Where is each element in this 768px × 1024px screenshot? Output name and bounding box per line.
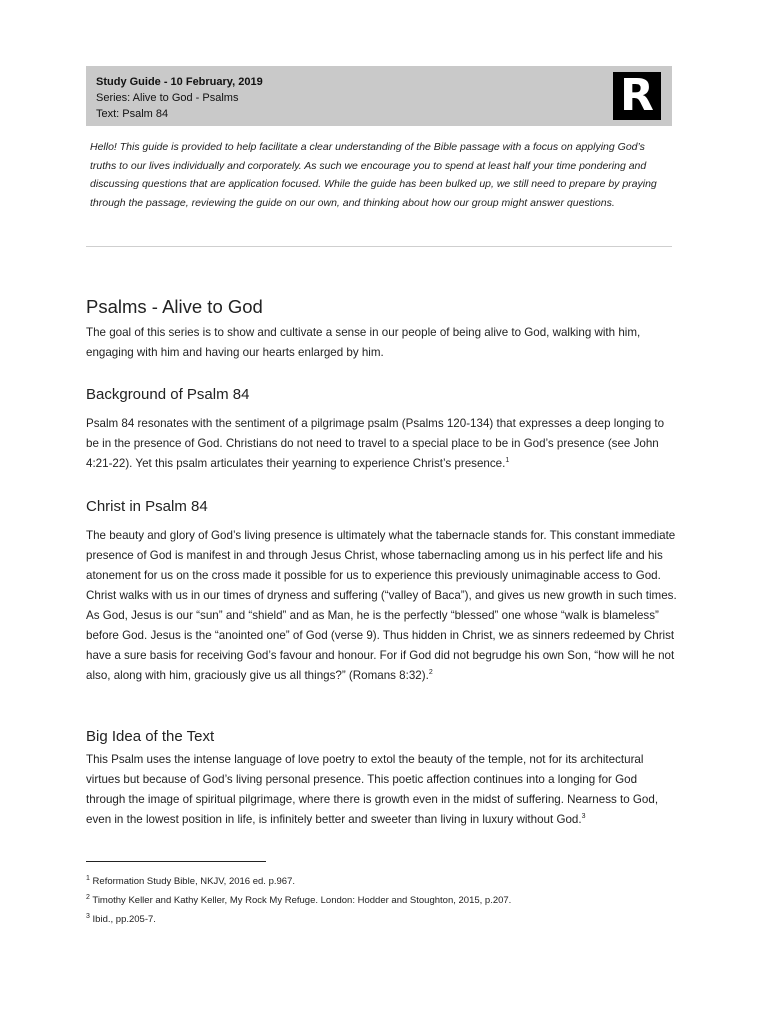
- footnote-text: Ibid., pp.205-7.: [92, 914, 156, 925]
- big-idea-heading: Big Idea of the Text: [86, 728, 215, 745]
- background-text: Psalm 84 resonates with the sentiment of a pilgrimage psalm (Psalms 120-134) that expresses a deep longing to be in the presence of God. Christians do not need to travel to a special place to be in God’s presence (see John 4:21-22). Yet this psalm articulates their yearning to experience Christ’s presence.: [86, 417, 665, 470]
- footnote-number: 3: [86, 913, 90, 920]
- christ-body: [86, 526, 678, 686]
- intro-paragraph: Hello! This guide is provided to help facilitate a clear understanding of the Bible passage with a focus on applying God’s truths to our lives individually and corporately. As such we encourage you to spend at least half your time pondering and discussing questions that are application focused. While the guide has been bulked up, we still need to prepare by praying through the passage, reviewing the guide on our own, and thinking about how our group might answer questions.: [90, 141, 657, 209]
- footnote-text: Reformation Study Bible, NKJV, 2016 ed. p.967.: [92, 876, 295, 887]
- footnote-divider: [86, 861, 266, 862]
- footnote-3: [86, 913, 156, 927]
- background-body: [86, 414, 678, 474]
- big-idea-body: [86, 750, 678, 830]
- study-guide-date: Study Guide - 10 February, 2019: [96, 76, 263, 88]
- footnote-ref-1[interactable]: 1: [505, 457, 510, 464]
- church-logo: R: [613, 72, 661, 120]
- footnote-number: 1: [86, 875, 90, 882]
- big-idea-text: This Psalm uses the intense language of love poetry to extol the beauty of the temple, not for its architectural virtues but because of God’s living personal presence. This poetic affection continues into a longing for God through the image of spiritual pilgrimage, where there is growth even in the midst of suffering. Nearness to God, even in the lowest position in life, is infinitely better and sweeter than living in luxury without God.: [86, 753, 659, 826]
- study-guide-header: [86, 66, 672, 126]
- series-label: Series: Alive to God - Psalms: [96, 92, 239, 104]
- series-body: The goal of this series is to show and cultivate a sense in our people of being alive to God, walking with him, engaging with him and having our hearts enlarged by him.: [86, 326, 641, 359]
- footnote-1: [86, 875, 295, 889]
- series-heading: Psalms - Alive to God: [86, 296, 263, 317]
- background-heading: Background of Psalm 84: [86, 386, 250, 403]
- christ-heading: Christ in Psalm 84: [86, 498, 208, 515]
- footnote-2: [86, 894, 511, 908]
- christ-text: The beauty and glory of God’s living presence is ultimately what the tabernacle stands for. This constant immediate presence of God is manifest in and through Jesus Christ, whose tabernacling among us in his perfect life and his atonement for us on the cross made it possible for us to experience this previously unimaginable access to God. Christ walks with us in our times of dryness and suffering (“valley of Baca”), and gives us new growth in such times. As God, Jesus is our “sun” and “shield” and as Man, he is the perfectly “blessed” one whose “walk is blameless” before God. Jesus is the “anointed one” of God (verse 9). Thus hidden in Christ, we as sinners redeemed by Christ have a sure basis for receiving God’s favour and honour. For if God did not begrudge his own Son, “how will he not also, along with him, graciously give us all things?” (Romans 8:32).: [86, 529, 677, 682]
- divider: [86, 246, 672, 247]
- text-label: Text: Psalm 84: [96, 108, 169, 120]
- footnote-ref-3[interactable]: 3: [581, 813, 586, 820]
- footnote-number: 2: [86, 894, 90, 901]
- footnote-text: Timothy Keller and Kathy Keller, My Rock My Refuge. London: Hodder and Stoughton, 2015, p.207.: [92, 895, 512, 906]
- footnote-ref-2[interactable]: 2: [428, 669, 433, 676]
